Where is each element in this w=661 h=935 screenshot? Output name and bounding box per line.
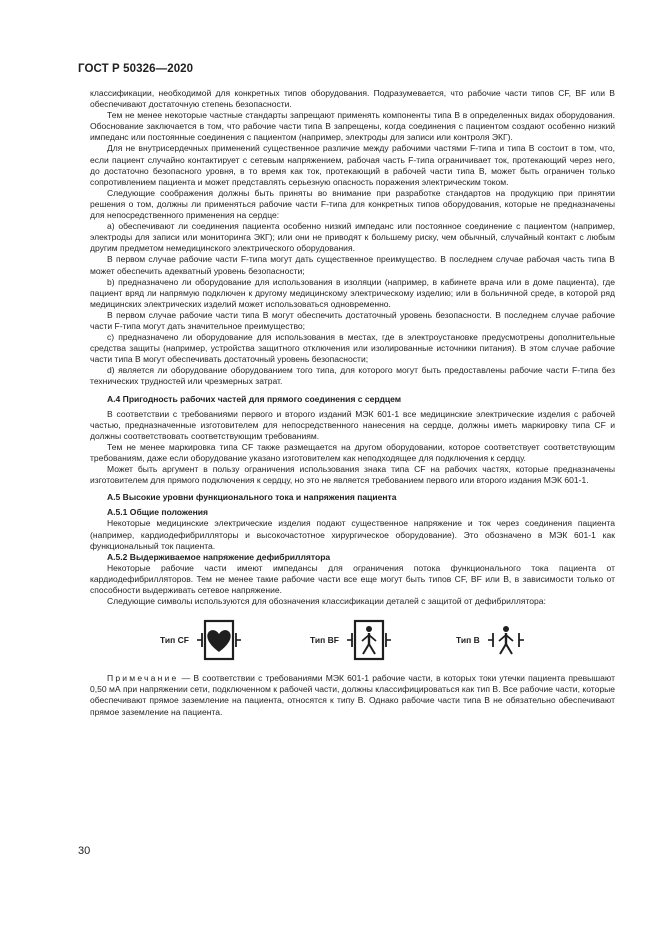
symbol-label: Тип CF	[160, 634, 189, 645]
defib-proof-b-body-icon	[486, 619, 526, 661]
paragraph: В первом случае рабочие части типа В могут обеспечить достаточный уровень безопасности. В последнем случае рабочие части F-типа могут дать значительное преимущество;	[90, 309, 615, 331]
symbol-label: Тип BF	[310, 634, 339, 645]
paragraph: Для не внутрисердечных применений существенное различие между рабочими частями F-типа и типа В состоит в том, что, если пациент случайно контактирует с сетевым напряжением, рабочая часть F-типа ограничивает ток, протекающий через него, до достаточно безопасного уровня, в то время как ток, протекающий в рабочей части типа В, может быть ограничен только сопротивлением пациента и может представлять серьезную опасность поражения электрическим током.	[90, 143, 615, 187]
paragraph: Тем не менее маркировка типа CF также размещается на другом оборудовании, которое соответствует соответствующим требованиям, даже если оборудование указано изготовителем как неподходящее для подключения к сердцу.	[90, 441, 615, 463]
note-text: — В соответствии с требованиями МЭК 601-1 рабочие части, в которых токи утечки пациента превышают 0,50 мА при напряжении сети, подключенном к рабочей части, должны классифицироваться как тип В. Все рабочие части, которые обеспечивают прямое заземление на пациента, относятся к типу В. Однако рабочие части типа В не обязательно обеспечивают прямое заземление на пациента.	[90, 673, 615, 717]
symbol-type-cf	[160, 619, 243, 661]
page-number: 30	[78, 845, 91, 857]
list-item-b: b) предназначено ли оборудование для использования в изоляции (например, в кабинете врача или в доме пациента), где пациент вряд ли напрямую подключен к другому медицинскому электрическому изделию; или в больничной среде, в которой ряд медицинских электрических изделий может использоваться одновременно.	[90, 276, 615, 309]
note-paragraph	[90, 673, 615, 717]
paragraph: Некоторые медицинские электрические изделия подают существенное напряжение и ток через соединения пациента (например, кардиодефибрилляторы и высокочастотное хирургическое оборудование). Это обозначено в МЭК 601-1 как функциональный ток пациента.	[90, 518, 615, 551]
paragraph: Может быть аргумент в пользу ограничения использования знака типа CF на рабочих частях, которые предназначены изготовителем для прямого подключения к сердцу, но это не является требованием первого или второго издания МЭК 601-1.	[90, 464, 615, 486]
subsection-heading-a52: А.5.2 Выдерживаемое напряжение дефибриллятора	[107, 551, 331, 562]
section-heading-a5: А.5 Высокие уровни функционального тока и напряжения пациента	[107, 492, 397, 503]
paragraph: Тем не менее некоторые частные стандарты запрещают применять компоненты типа В в определенных видах оборудования. Обоснование заключается в том, что рабочие части типа В запрещены, когда соединения с пациентом создают особенно низкий импеданс или постоянные соединения с пациентом (например, электроды для записи или контроля ЭКГ).	[90, 110, 615, 143]
defib-proof-bf-body-icon	[345, 619, 393, 661]
defibrillator-symbols-row	[90, 611, 615, 673]
document-body	[90, 88, 615, 718]
paragraph: Следующие соображения должны быть приняты во внимание при разработке стандартов на продукцию при принятии решения о том, должны ли применяться рабочие части F-типа для конкретных типов оборудования, которые не предназначены для непосредственного применения на сердце:	[90, 187, 615, 221]
defib-proof-cf-heart-icon	[195, 619, 243, 661]
paragraph: классификации, необходимой для конкретных типов оборудования. Подразумевается, что рабочие части типов CF, BF или В обеспечивают достаточную степень безопасности.	[90, 88, 615, 110]
page-header-standard: ГОСТ Р 50326—2020	[78, 63, 194, 75]
list-item-d: d) является ли оборудование оборудованием того типа, для которого могут быть предоставлены рабочие части F-типа без технических трудностей или чрезмерных затрат.	[90, 365, 615, 387]
symbol-type-bf	[310, 619, 393, 661]
note-lead: Примечание	[107, 673, 179, 684]
list-item-a: а) обеспечивают ли соединения пациента особенно низкий импеданс или постоянное соединение с пациентом (например, электроды для записи или мониторинга ЭКГ); или они не приводят к большему риску, чем обычный, случайный контакт с любым другим предметом немедицинского электрического оборудования.	[90, 221, 615, 254]
subsection-heading-a51: А.5.1 Общие положения	[107, 507, 209, 518]
section-heading-a4: А.4 Пригодность рабочих частей для прямого соединения с сердцем	[107, 393, 402, 404]
symbol-type-b	[456, 619, 526, 661]
paragraph: Некоторые рабочие части имеют импедансы для ограничения потока функционального тока пациента от кардиодефибрилляторов. Тем не менее такие рабочие части все еще могут быть типов CF, BF или В, в зависимости только от способности выдерживать сетевое напряжение.	[90, 562, 615, 596]
list-item-c: с) предназначено ли оборудование для использования в местах, где в электроустановке предусмотрены дополнительные средства защиты (например, устройства защитного отключения или изолированные источники питания). В этом случае рабочие части типа В могут обеспечивать достаточный уровень безопасности;	[90, 332, 615, 365]
symbol-label: Тип В	[456, 634, 480, 645]
paragraph: Следующие символы используются для обозначения классификации деталей с защитой от дефибриллятора:	[107, 596, 546, 607]
paragraph: В первом случае рабочие части F-типа могут дать существенное преимущество. В последнем случае рабочая часть типа В может обеспечить адекватный уровень безопасности;	[90, 254, 615, 276]
paragraph: В соответствии с требованиями первого и второго изданий МЭК 601-1 все медицинские электрические изделия с рабочей частью, предназначенные изготовителем для непосредственного нанесения на сердце, должны иметь маркировку типа CF и должны соответствовать соответствующим требованиям.	[90, 408, 615, 441]
